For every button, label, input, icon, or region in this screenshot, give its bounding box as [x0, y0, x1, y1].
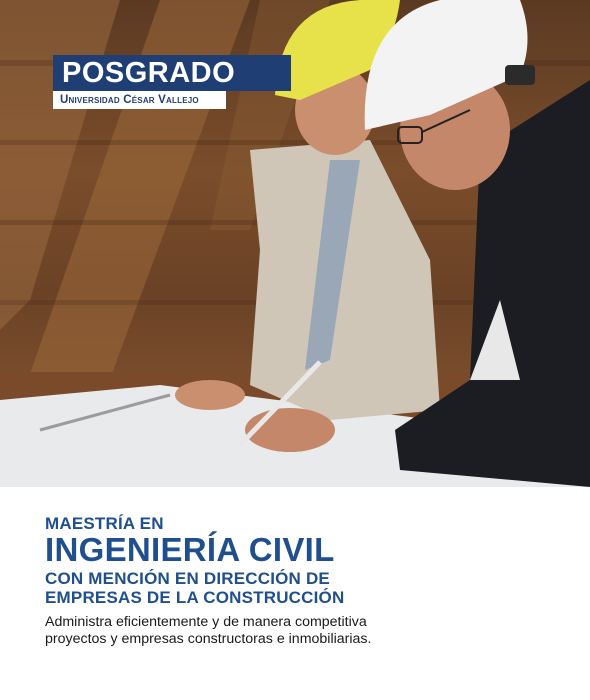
logo-subtitle: Universidad César Vallejo [53, 91, 226, 109]
posgrado-logo [53, 55, 291, 109]
program-description-line1: Administra eficientemente y de manera competitiva [45, 614, 367, 630]
program-mention-line2: EMPRESAS DE LA CONSTRUCCIÓN [45, 588, 345, 607]
logo-title: POSGRADO [53, 55, 291, 91]
program-title: INGENIERÍA CIVIL [45, 531, 335, 568]
program-kicker: MAESTRÍA EN [45, 514, 164, 533]
program-mention-line1: CON MENCIÓN EN DIRECCIÓN DE [45, 569, 330, 588]
program-description-line2: proyectos y empresas constructoras e inmobiliarias. [45, 631, 372, 647]
program-info [45, 514, 565, 648]
